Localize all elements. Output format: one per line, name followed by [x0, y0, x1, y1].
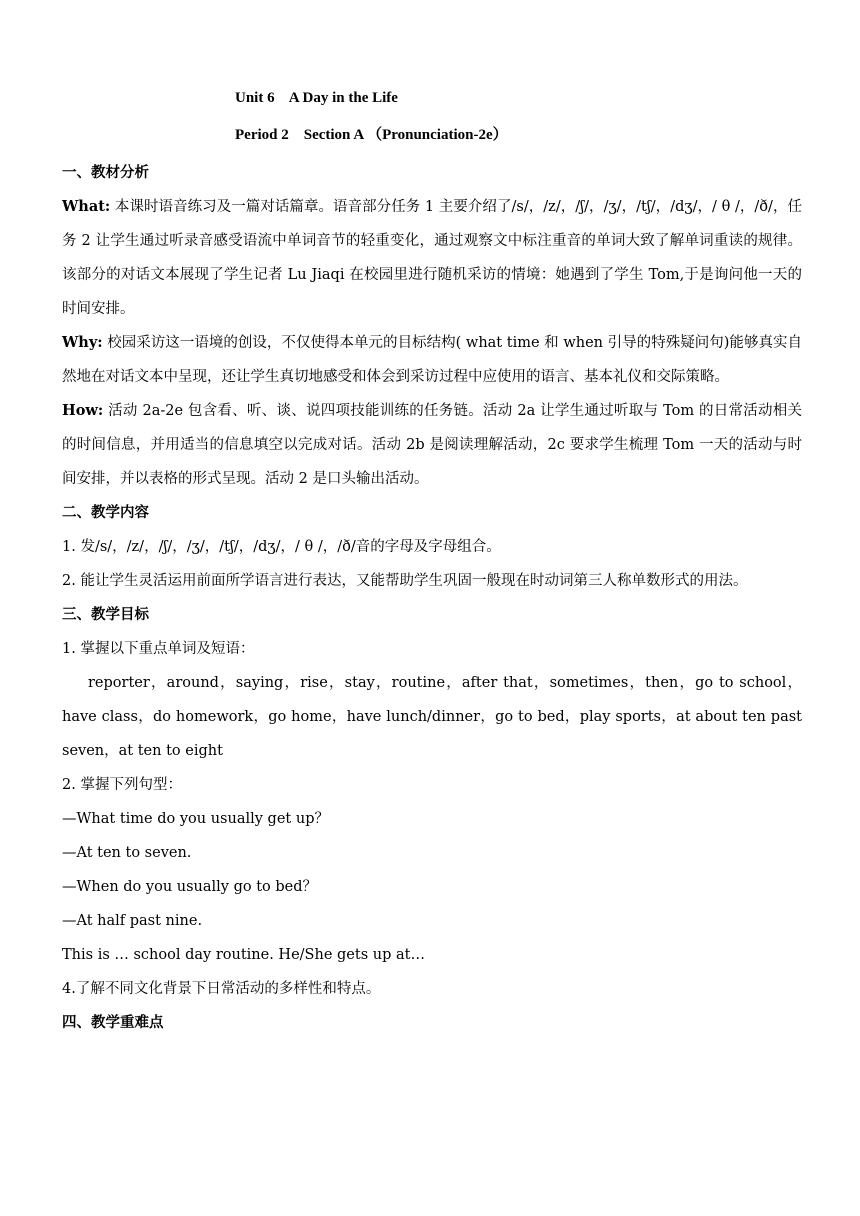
sentence-pattern-5: This is … school day routine. He/She gets up at… — [62, 947, 425, 963]
how-paragraph — [62, 394, 802, 496]
objective-item-1: 1. 掌握以下重点单词及短语： — [62, 641, 255, 657]
sentence-pattern-3: —When do you usually go to bed？ — [62, 879, 318, 895]
why-label: Why: — [62, 334, 103, 351]
document-body — [62, 156, 802, 1040]
content-item-2: 2. 能让学生灵活运用前面所学语言进行表达，又能帮助学生巩固一般现在时动词第三人称单数形式的用法。 — [62, 573, 748, 589]
sentence-pattern-2: —At ten to seven. — [62, 845, 192, 861]
sentence-pattern-1: —What time do you usually get up？ — [62, 811, 329, 827]
vocabulary-list: reporter，around，saying，rise，stay，routine，after that，sometimes，then，go to school，have class，do homework，go home，have lunch/dinner，go to bed，play sports，at about ten past seven，at ten to eight — [62, 675, 802, 759]
section-heading-analysis: 一、教材分析 — [62, 165, 149, 181]
content-item-1: 1. 发/s/，/z/，/ʃ/，/ʒ/，/tʃ/，/dʒ/，/ θ /，/ð/音的字母及字母组合。 — [62, 539, 501, 555]
objective-item-4: 4.了解不同文化背景下日常活动的多样性和特点。 — [62, 981, 381, 997]
section-heading-content: 二、教学内容 — [62, 505, 149, 521]
how-text: 活动 2a-2e 包含看、听、谈、说四项技能训练的任务链。活动 2a 让学生通过听取与 Tom 的日常活动相关的时间信息，并用适当的信息填空以完成对话。活动 2b 是阅读理解活动，2c 要求学生梳理 Tom 一天的活动与时间安排，并以表格的形式呈现。活动 2 是口头输出活动。 — [62, 403, 802, 487]
period-title: Period 2 Section A （Pronunciation-2e） — [235, 127, 508, 143]
section-heading-key-points: 四、教学重难点 — [62, 1015, 164, 1031]
sentence-pattern-4: —At half past nine. — [62, 913, 203, 929]
what-paragraph — [62, 190, 802, 326]
how-label: How: — [62, 402, 104, 419]
why-text: 校园采访这一语境的创设，不仅使得本单元的目标结构( what time 和 when 引导的特殊疑问句)能够真实自然地在对话文本中呈现，还让学生真切地感受和体会到采访过程中应使用的语言、基本礼仪和交际策略。 — [62, 335, 802, 385]
what-label: What: — [62, 198, 111, 215]
what-text: 本课时语音练习及一篇对话篇章。语音部分任务 1 主要介绍了/s/，/z/，/ʃ/，/ʒ/，/tʃ/，/dʒ/，/ θ /，/ð/，任务 2 让学生通过听录音感受语流中单词音节的轻重变化，通过观察文中标注重音的单词大致了解单词重读的规律。该部分的对话文本展现了学生记者 Lu Jiaqi 在校园里进行随机采访的情境：她遇到了学生 Tom,于是询问他一天的时间安排。 — [62, 199, 802, 317]
unit-title: Unit 6 A Day in the Life — [235, 90, 398, 106]
section-heading-objectives: 三、教学目标 — [62, 607, 149, 623]
why-paragraph — [62, 326, 802, 394]
objective-item-2: 2. 掌握下列句型： — [62, 777, 182, 793]
